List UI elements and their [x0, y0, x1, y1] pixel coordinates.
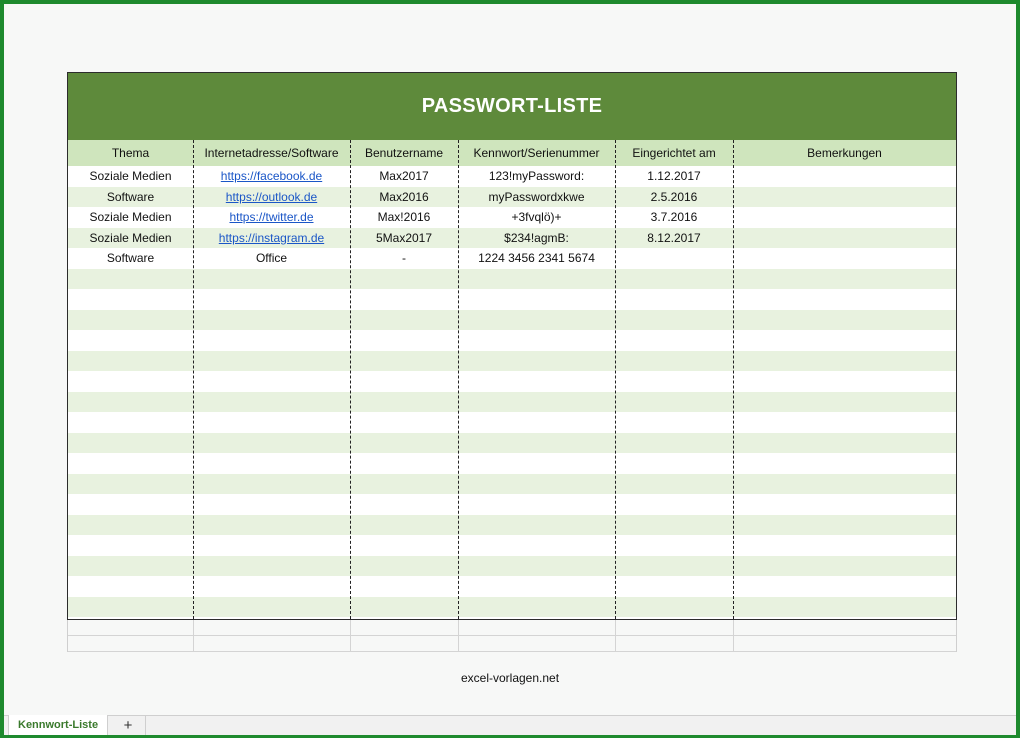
table-cell[interactable] — [733, 433, 956, 454]
table-cell[interactable] — [615, 433, 733, 454]
website-link[interactable]: https://instagram.de — [218, 230, 325, 245]
table-row — [68, 494, 956, 515]
table-cell[interactable] — [615, 248, 733, 269]
table-cell[interactable] — [615, 597, 733, 618]
table-cell[interactable] — [68, 576, 193, 597]
table-cell[interactable] — [350, 269, 458, 290]
table-cell[interactable] — [615, 515, 733, 536]
table-cell[interactable] — [350, 289, 458, 310]
table-cell[interactable] — [615, 289, 733, 310]
table-cell[interactable] — [350, 515, 458, 536]
table-cell[interactable] — [615, 351, 733, 372]
table-cell[interactable] — [458, 453, 615, 474]
header-eingerichtet[interactable]: Eingerichtet am — [632, 146, 716, 160]
table-row — [68, 248, 956, 269]
table-cell[interactable] — [733, 330, 956, 351]
table-cell[interactable] — [615, 576, 733, 597]
table-cell[interactable]: Max!2016 — [377, 210, 431, 225]
table-cell[interactable] — [733, 248, 956, 269]
table-cell[interactable] — [733, 289, 956, 310]
table-cell[interactable] — [733, 576, 956, 597]
header-kennwort[interactable]: Kennwort/Serienummer — [473, 146, 600, 160]
add-sheet-button[interactable]: + — [111, 715, 146, 735]
table-cell[interactable] — [458, 474, 615, 495]
table-row — [68, 371, 956, 392]
table-cell[interactable] — [68, 433, 193, 454]
table-cell[interactable]: Software — [106, 189, 155, 204]
table-cell[interactable]: 8.12.2017 — [647, 230, 701, 245]
table-cell[interactable]: 123!myPassword: — [488, 169, 585, 184]
table-body — [68, 166, 956, 617]
table-cell[interactable] — [350, 494, 458, 515]
table-row — [68, 351, 956, 372]
table-cell[interactable] — [615, 494, 733, 515]
table-cell[interactable] — [68, 494, 193, 515]
table-cell[interactable] — [193, 228, 350, 249]
table-cell[interactable] — [615, 412, 733, 433]
gridline — [615, 620, 616, 652]
table-cell[interactable] — [193, 433, 350, 454]
gridline — [458, 620, 459, 652]
gridline — [350, 620, 351, 652]
table-row — [68, 453, 956, 474]
table-row — [68, 515, 956, 536]
table-cell[interactable] — [350, 310, 458, 331]
table-cell[interactable] — [733, 453, 956, 474]
table-cell[interactable] — [733, 166, 956, 187]
gridline — [193, 620, 194, 652]
table-cell[interactable] — [68, 453, 193, 474]
table-cell[interactable] — [193, 330, 350, 351]
table-cell[interactable] — [193, 289, 350, 310]
table-row — [68, 228, 956, 249]
column-divider — [615, 140, 616, 619]
table-cell[interactable] — [733, 474, 956, 495]
table-row — [68, 392, 956, 413]
table-cell[interactable] — [733, 269, 956, 290]
table-cell[interactable] — [615, 535, 733, 556]
table-cell[interactable] — [615, 310, 733, 331]
table-cell[interactable] — [193, 166, 350, 187]
table-cell[interactable] — [733, 371, 956, 392]
table-cell[interactable]: Soziale Medien — [89, 230, 172, 245]
website-link[interactable]: https://facebook.de — [220, 169, 323, 184]
table-cell[interactable]: 1.12.2017 — [647, 169, 701, 184]
table-cell[interactable] — [458, 310, 615, 331]
table-row — [68, 433, 956, 454]
table-cell[interactable] — [68, 412, 193, 433]
table-row — [68, 535, 956, 556]
table-cell[interactable] — [350, 474, 458, 495]
table-cell[interactable] — [68, 515, 193, 536]
table-cell[interactable]: 5Max2017 — [375, 230, 433, 245]
table-cell[interactable] — [458, 289, 615, 310]
table-row — [68, 310, 956, 331]
table-cell[interactable]: Office — [255, 251, 288, 266]
table-cell[interactable] — [458, 515, 615, 536]
table-cell[interactable] — [193, 187, 350, 208]
table-cell[interactable]: Soziale Medien — [89, 169, 172, 184]
table-cell[interactable] — [733, 597, 956, 618]
table-cell[interactable] — [193, 371, 350, 392]
table-cell[interactable] — [458, 412, 615, 433]
table-cell[interactable] — [615, 330, 733, 351]
table-cell[interactable] — [68, 310, 193, 331]
table-title: PASSWORT-LISTE — [68, 73, 956, 140]
table-cell[interactable] — [458, 576, 615, 597]
table-cell[interactable] — [733, 392, 956, 413]
table-cell[interactable] — [68, 392, 193, 413]
table-cell[interactable]: 3.7.2016 — [650, 210, 698, 225]
table-cell[interactable] — [733, 228, 956, 249]
table-cell[interactable] — [68, 556, 193, 577]
table-cell[interactable] — [68, 474, 193, 495]
table-cell[interactable] — [193, 597, 350, 618]
table-cell[interactable]: 1224 3456 2341 5674 — [478, 251, 595, 266]
table-cell[interactable] — [350, 535, 458, 556]
header-bemerkungen[interactable]: Bemerkungen — [807, 146, 882, 160]
header-row — [68, 140, 956, 166]
column-divider — [458, 140, 459, 619]
sheet-tab-kennwort-liste[interactable]: Kennwort-Liste — [8, 715, 108, 735]
header-thema[interactable]: Thema — [111, 146, 150, 160]
table-row — [68, 289, 956, 310]
table-cell[interactable]: Max2017 — [379, 169, 429, 184]
table-cell[interactable] — [68, 597, 193, 618]
table-cell[interactable] — [350, 576, 458, 597]
table-cell[interactable] — [458, 351, 615, 372]
empty-cells-below[interactable] — [67, 620, 957, 652]
table-cell[interactable] — [733, 412, 956, 433]
table-cell[interactable] — [733, 351, 956, 372]
table-cell[interactable] — [193, 556, 350, 577]
table-cell[interactable] — [193, 207, 350, 228]
table-cell[interactable] — [733, 207, 956, 228]
footer-website: excel-vorlagen.net — [460, 671, 560, 685]
table-cell[interactable] — [193, 494, 350, 515]
table-cell[interactable] — [350, 330, 458, 351]
table-cell[interactable] — [615, 392, 733, 413]
table-cell[interactable]: 2.5.2016 — [650, 189, 698, 204]
table-cell[interactable] — [68, 371, 193, 392]
table-row — [68, 269, 956, 290]
table-cell[interactable] — [193, 412, 350, 433]
table-cell[interactable] — [458, 535, 615, 556]
table-cell[interactable] — [733, 535, 956, 556]
table-cell[interactable] — [615, 269, 733, 290]
table-cell[interactable] — [193, 535, 350, 556]
table-row — [68, 556, 956, 577]
gridline — [68, 635, 956, 636]
table-row — [68, 187, 956, 208]
table-cell[interactable]: Soziale Medien — [89, 210, 172, 225]
table-row — [68, 166, 956, 187]
gridline — [68, 651, 956, 652]
table-cell[interactable] — [193, 269, 350, 290]
table-cell[interactable] — [458, 330, 615, 351]
table-row — [68, 412, 956, 433]
table-cell[interactable] — [68, 535, 193, 556]
table-cell[interactable]: Software — [106, 251, 155, 266]
table-cell[interactable]: +3fvqlö)+ — [511, 210, 562, 225]
header-benutzername[interactable]: Benutzername — [364, 146, 444, 160]
table-row — [68, 330, 956, 351]
gridline — [733, 620, 734, 652]
table-cell[interactable]: $234!agmB: — [504, 230, 569, 245]
table-cell[interactable] — [615, 371, 733, 392]
table-cell[interactable] — [733, 494, 956, 515]
table-cell[interactable] — [350, 597, 458, 618]
table-cell[interactable] — [458, 433, 615, 454]
table-cell[interactable] — [733, 515, 956, 536]
table-cell[interactable] — [458, 371, 615, 392]
table-cell[interactable]: - — [402, 251, 406, 266]
table-cell[interactable] — [350, 412, 458, 433]
table-cell[interactable]: Max2016 — [379, 189, 429, 204]
table-cell[interactable] — [733, 187, 956, 208]
table-cell[interactable] — [350, 371, 458, 392]
table-cell[interactable] — [193, 453, 350, 474]
table-cell[interactable] — [350, 392, 458, 413]
table-cell[interactable] — [733, 310, 956, 331]
table-cell[interactable] — [615, 453, 733, 474]
table-cell[interactable] — [68, 289, 193, 310]
table-cell[interactable] — [193, 392, 350, 413]
table-cell[interactable] — [458, 392, 615, 413]
table-cell[interactable] — [193, 474, 350, 495]
header-internetadresse[interactable]: Internetadresse/Software — [204, 146, 339, 160]
table-cell[interactable] — [733, 556, 956, 577]
table-row — [68, 207, 956, 228]
table-row — [68, 597, 956, 618]
table-cell[interactable] — [193, 351, 350, 372]
spreadsheet-window — [4, 4, 1016, 734]
table-cell[interactable] — [193, 576, 350, 597]
table-cell[interactable] — [458, 597, 615, 618]
column-divider — [350, 140, 351, 619]
table-cell[interactable] — [458, 494, 615, 515]
table-cell[interactable] — [458, 556, 615, 577]
column-divider — [193, 140, 194, 619]
column-divider — [733, 140, 734, 619]
table-cell[interactable] — [193, 515, 350, 536]
table-cell[interactable] — [68, 269, 193, 290]
table-cell[interactable] — [350, 433, 458, 454]
table-row — [68, 576, 956, 597]
table-cell[interactable] — [615, 474, 733, 495]
website-link[interactable]: https://twitter.de — [229, 210, 314, 225]
table-cell[interactable] — [350, 556, 458, 577]
table-cell[interactable] — [68, 351, 193, 372]
website-link[interactable]: https://outlook.de — [225, 189, 318, 204]
sheet-tab-bar — [4, 715, 1016, 735]
table-row — [68, 474, 956, 495]
table-cell[interactable] — [458, 269, 615, 290]
table-cell[interactable] — [68, 330, 193, 351]
table-cell[interactable] — [350, 453, 458, 474]
table-cell[interactable]: myPasswordxkwe — [488, 189, 585, 204]
table-cell[interactable] — [193, 310, 350, 331]
password-table — [67, 72, 957, 620]
table-cell[interactable] — [615, 556, 733, 577]
table-cell[interactable] — [350, 351, 458, 372]
